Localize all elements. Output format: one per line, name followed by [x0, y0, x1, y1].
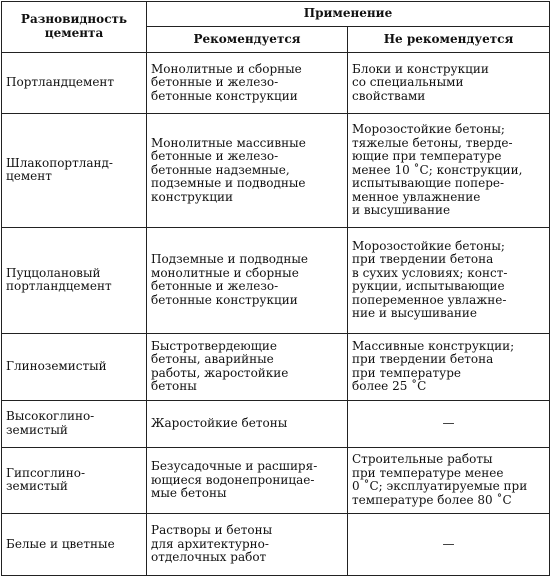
not-recommended-cell: Морозостойкие бетоны; тяжелые бетоны, тверде- ющие при температуре менее 10 ˚С; конструкции, испытывающие попере- менное увлажнение и высушивание: [348, 113, 550, 227]
cement-type-cell: Высокоглино- земистый: [2, 400, 147, 447]
cement-type-cell: Шлакопортланд- цемент: [2, 113, 147, 227]
cement-types-table: [1, 1, 550, 576]
header-not-recommended: Не рекомендуется: [348, 27, 550, 52]
recommended-cell: Быстротвердеющие бетоны, аварийные работы, жаростойкие бетоны: [147, 333, 348, 400]
table-row: [2, 447, 550, 513]
not-recommended-cell: —: [348, 513, 550, 575]
recommended-cell: Жаростойкие бетоны: [147, 400, 348, 447]
header-recommended: Рекомендуется: [147, 27, 348, 52]
not-recommended-cell: Массивные конструкции; при твердении бетона при температуре более 25 ˚С: [348, 333, 550, 400]
not-recommended-cell: Морозостойкие бетоны; при твердении бетона в сухих условиях; конст- рукции, испытывающие попеременное увлажне- ние и высушивание: [348, 227, 550, 333]
cement-type-cell: Портландцемент: [2, 52, 147, 113]
recommended-cell: Безусадочные и расширя- ющиеся водонепроницае- мые бетоны: [147, 447, 348, 513]
header-cement-type: Разновидность цемента: [2, 2, 147, 53]
cement-type-cell: Гипсоглино- земистый: [2, 447, 147, 513]
recommended-cell: Монолитные и сборные бетонные и железо- бетонные конструкции: [147, 52, 348, 113]
cement-type-cell: Пуццолановый портландцемент: [2, 227, 147, 333]
table-row: [2, 227, 550, 333]
not-recommended-cell: Строительные работы при температуре менее 0 ˚С; эксплуатируемые при температуре более 80 ˚С: [348, 447, 550, 513]
table-row: [2, 513, 550, 575]
table-row: [2, 400, 550, 447]
table-row: [2, 52, 550, 113]
table-row: [2, 113, 550, 227]
recommended-cell: Подземные и подводные монолитные и сборные бетонные и железо- бетонные конструкции: [147, 227, 348, 333]
recommended-cell: Монолитные массивные бетонные и железо- бетонные надземные, подземные и подводные конструкции: [147, 113, 348, 227]
table-row: [2, 333, 550, 400]
cement-type-cell: Белые и цветные: [2, 513, 147, 575]
recommended-cell: Растворы и бетоны для архитектурно- отделочных работ: [147, 513, 348, 575]
cement-type-cell: Глиноземистый: [2, 333, 147, 400]
not-recommended-cell: Блоки и конструкции со специальными свойствами: [348, 52, 550, 113]
not-recommended-cell: —: [348, 400, 550, 447]
header-application: Применение: [147, 2, 550, 27]
